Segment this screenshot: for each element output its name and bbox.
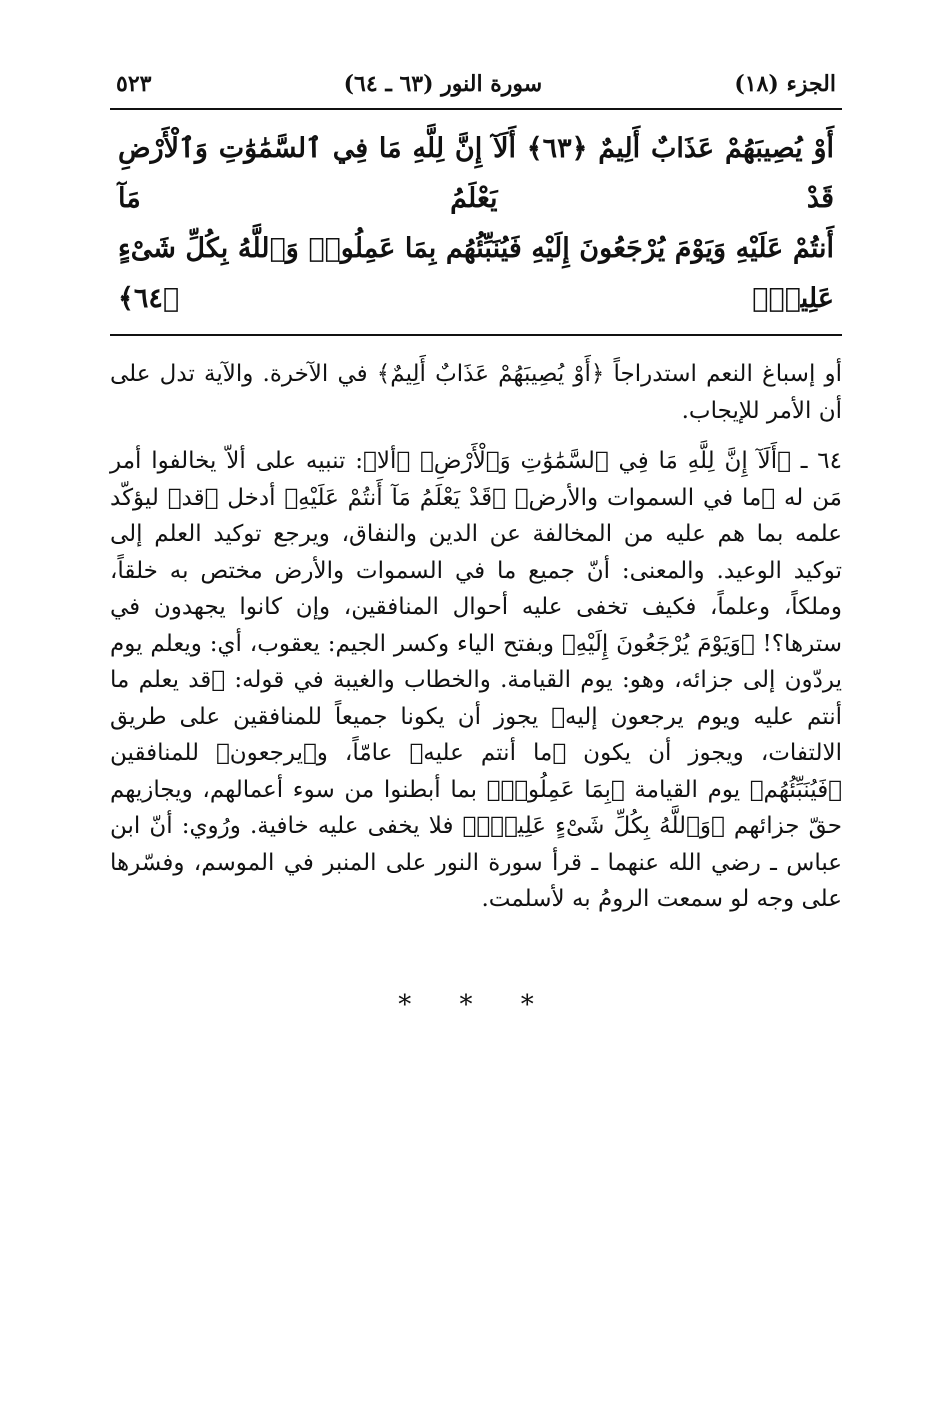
page-number: ٥٢٣ [116, 71, 152, 97]
juz-label: الجزء (١٨) [734, 71, 836, 97]
commentary-paragraph-1: أو إسباغ النعم استدراجاً ﴿أَوْ يُصِيبَهُمْ عَذَابٌ أَلِيمٌ﴾ في الآخرة. والآية تدل على أن الأمر للإيجاب. [110, 361, 842, 424]
quran-verse-block [110, 116, 842, 336]
surah-title: سورة النور (٦٣ ـ ٦٤) [343, 71, 543, 97]
verse-line-1: أَوْ يُصِيبَهُمْ عَذَابٌ أَلِيمٌ ﴿٦٣﴾ أَلَآ إِنَّ لِلَّهِ مَا فِي ٱلسَّمَٰوَٰتِ وَٱلْأَرْضِ قَدْ يَعْلَمُ مَآ [118, 133, 834, 214]
page-header [110, 60, 842, 110]
verse-line-2: أَنتُمْ عَلَيْهِ وَيَوْمَ يُرْجَعُونَ إِلَيْهِ فَيُنَبِّئُهُم بِمَا عَمِلُوا۟ وَٱللَّهُ بِكُلِّ شَىْءٍ عَلِيمٌۢ ﴿٦٤﴾ [118, 233, 834, 314]
section-separator: * * * [398, 989, 554, 1020]
commentary-text [110, 356, 842, 918]
commentary-paragraph-2: ٦٤ ـ ﴿أَلَآ إِنَّ لِلَّهِ مَا فِي ٱلسَّمَٰوَٰتِ وَٱلْأَرْضِ﴾ ﴿ألا﴾: تنبيه على ألاّ يخالفوا أمر مَن له ﴿ما في السموات والأرض﴾ ﴿قَدْ يَعْلَمُ مَآ أَنتُمْ عَلَيْهِ﴾ أدخل ﴿قد﴾ ليؤكّد علمه بما هم عليه من المخالفة عن الدين والنفاق، ويرجع توكيد العلم إلى توكيد الوعيد. والمعنى: أنّ جميع ما في السموات والأرض مختص به خلقاً، وملكاً، وعلماً، فكيف تخفى عليه أحوال المنافقين، وإن كانوا يجهدون في سترها؟! ﴿وَيَوْمَ يُرْجَعُونَ إِلَيْهِ﴾ وبفتح الياء وكسر الجيم: يعقوب، أي: ويعلم يوم يردّون إلى جزائه، وهو: يوم القيامة. والخطاب والغيبة في قوله: ﴿قد يعلم ما أنتم عليه ويوم يرجعون إليه﴾ يجوز أن يكونا جميعاً للمنافقين على طريق الالتفات، ويجوز أن يكون ﴿ما أنتم عليه﴾ عامّاً، و﴿يرجعون﴾ للمنافقين ﴿فَيُنَبِّئُهُم﴾ يوم القيامة ﴿بِمَا عَمِلُوا۟﴾ بما أبطنوا من سوء أعمالهم، ويجازيهم حقّ جزائهم ﴿وَٱللَّهُ بِكُلِّ شَىْءٍ عَلِيمٌۢ﴾ فلا يخفى عليه خافية. ورُوي: أنّ ابن عباس ـ رضي الله عنهما ـ قرأ سورة النور على المنبر في الموسم، وفسّرها على وجه لو سمعت الرومُ به لأسلمت. [110, 448, 842, 912]
book-page [110, 60, 842, 1020]
